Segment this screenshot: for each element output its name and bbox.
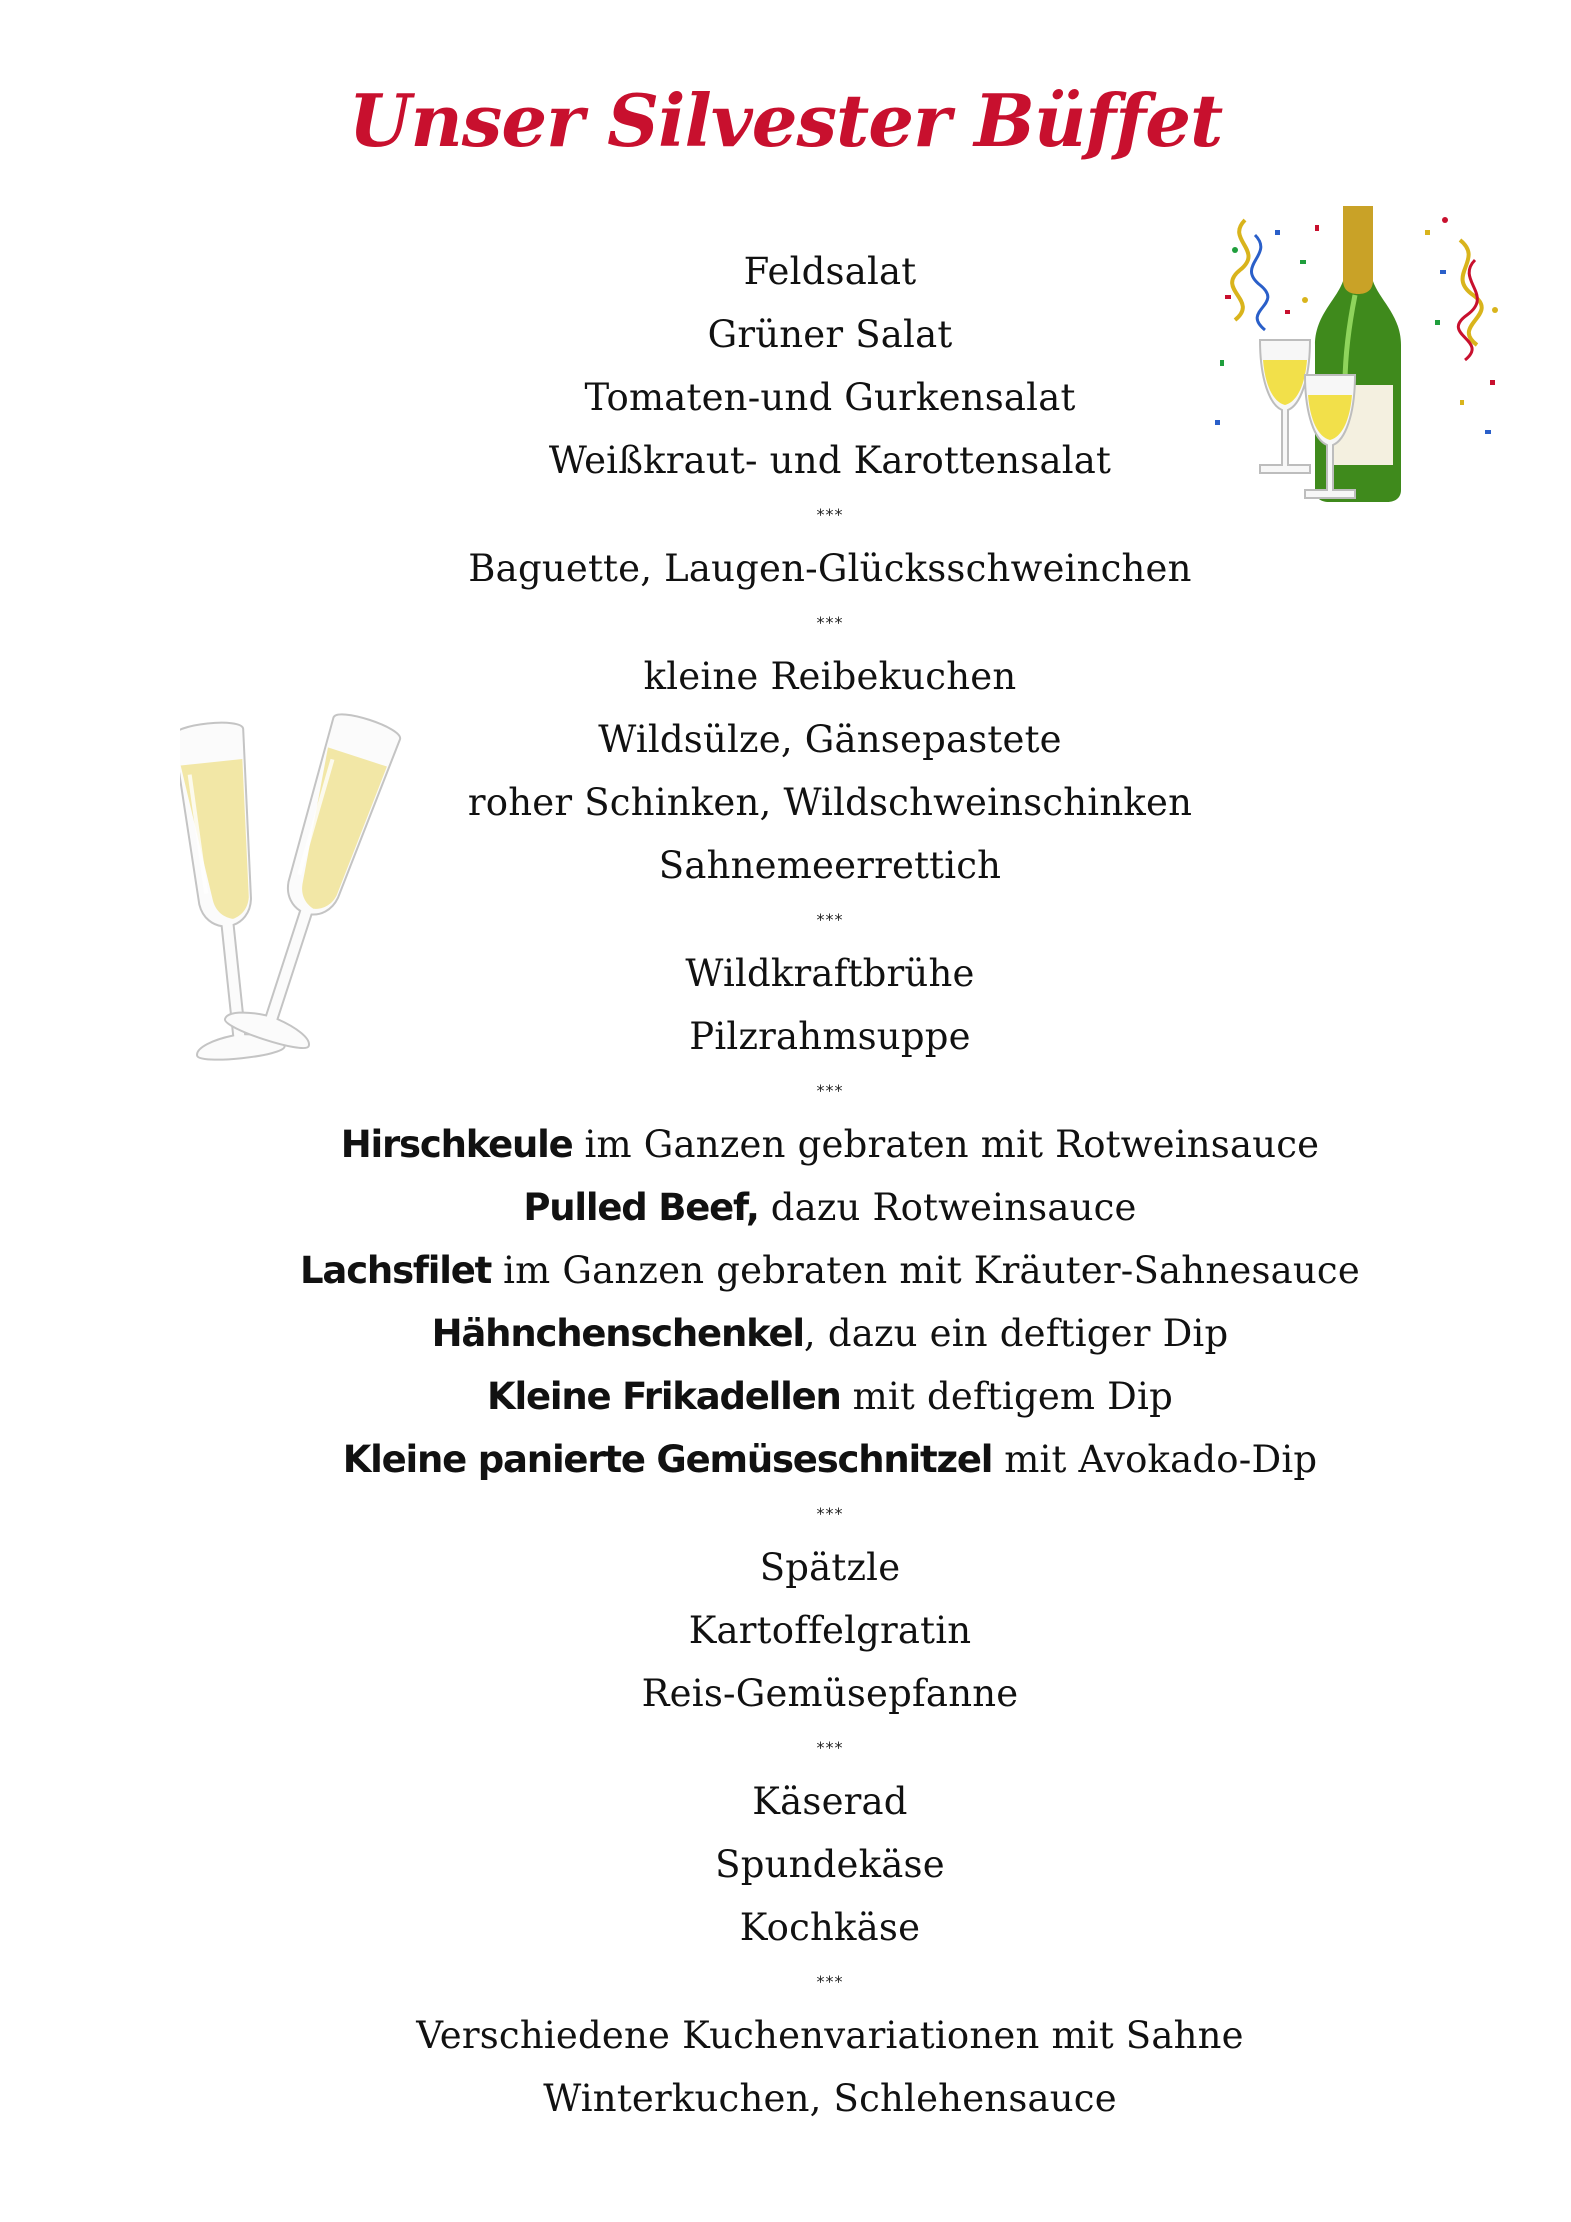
menu-item: Kleine panierte Gemüseschnitzel mit Avokado-Dip	[342, 1438, 1318, 1481]
menu-list	[270, 240, 1390, 2130]
menu-item: Tomaten-und Gurkensalat	[584, 376, 1076, 419]
menu-item: Pulled Beef, dazu Rotweinsauce	[523, 1186, 1137, 1229]
menu-item: Grüner Salat	[707, 313, 953, 356]
menu-item: Wildsülze, Gänsepastete	[598, 718, 1062, 761]
page-title: Unser Silvester Büffet	[348, 78, 1223, 163]
section-separator: ***	[816, 1081, 844, 1100]
menu-item: Weißkraut- und Karottensalat	[548, 439, 1112, 482]
menu-section-cheese	[270, 1770, 1390, 1959]
menu-item-highlight: Lachsfilet	[300, 1249, 492, 1292]
menu-item-highlight: Kleine Frikadellen	[487, 1375, 841, 1418]
menu-item-highlight: Hähnchenschenkel	[431, 1312, 804, 1355]
menu-item: Sahnemeerrettich	[658, 844, 1002, 887]
menu-item: Winterkuchen, Schlehensauce	[543, 2077, 1117, 2120]
menu-item: Kochkäse	[739, 1906, 921, 1949]
menu-item: Kartoffelgratin	[688, 1609, 972, 1652]
menu-item: Baguette, Laugen-Glücksschweinchen	[468, 547, 1192, 590]
menu-item: Wildkraftbrühe	[685, 952, 975, 995]
menu-section-desserts	[270, 2004, 1390, 2130]
menu-section-salads	[270, 240, 1390, 492]
menu-item: Kleine Frikadellen mit deftigem Dip	[487, 1375, 1173, 1418]
menu-item: Käserad	[752, 1780, 908, 1823]
section-separator: ***	[816, 1504, 844, 1523]
menu-section-starters	[270, 645, 1390, 897]
menu-section-bread	[270, 537, 1390, 600]
menu-item: Verschiedene Kuchenvariationen mit Sahne	[416, 2014, 1244, 2057]
menu-item: Spundekäse	[715, 1843, 945, 1886]
section-separator: ***	[816, 1972, 844, 1991]
section-separator: ***	[816, 1738, 844, 1757]
menu-item-highlight: Kleine panierte Gemüseschnitzel	[342, 1438, 993, 1481]
menu-section-mains	[270, 1113, 1390, 1491]
menu-item: Pilzrahmsuppe	[689, 1015, 971, 1058]
menu-section-soups	[270, 942, 1390, 1068]
menu-item: kleine Reibekuchen	[643, 655, 1017, 698]
menu-item: Hirschkeule im Ganzen gebraten mit Rotweinsauce	[340, 1123, 1320, 1166]
menu-item: Reis-Gemüsepfanne	[641, 1672, 1019, 1715]
menu-item: Lachsfilet im Ganzen gebraten mit Kräuter-Sahnesauce	[300, 1249, 1360, 1292]
menu-item-highlight: Pulled Beef,	[523, 1186, 759, 1229]
menu-item: Spätzle	[759, 1546, 901, 1589]
menu-section-sides	[270, 1536, 1390, 1725]
section-separator: ***	[816, 505, 844, 524]
section-separator: ***	[816, 910, 844, 929]
menu-item: Feldsalat	[743, 250, 917, 293]
menu-item: Hähnchenschenkel, dazu ein deftiger Dip	[431, 1312, 1229, 1355]
menu-item: roher Schinken, Wildschweinschinken	[467, 781, 1193, 824]
section-separator: ***	[816, 613, 844, 632]
menu-item-highlight: Hirschkeule	[340, 1123, 573, 1166]
